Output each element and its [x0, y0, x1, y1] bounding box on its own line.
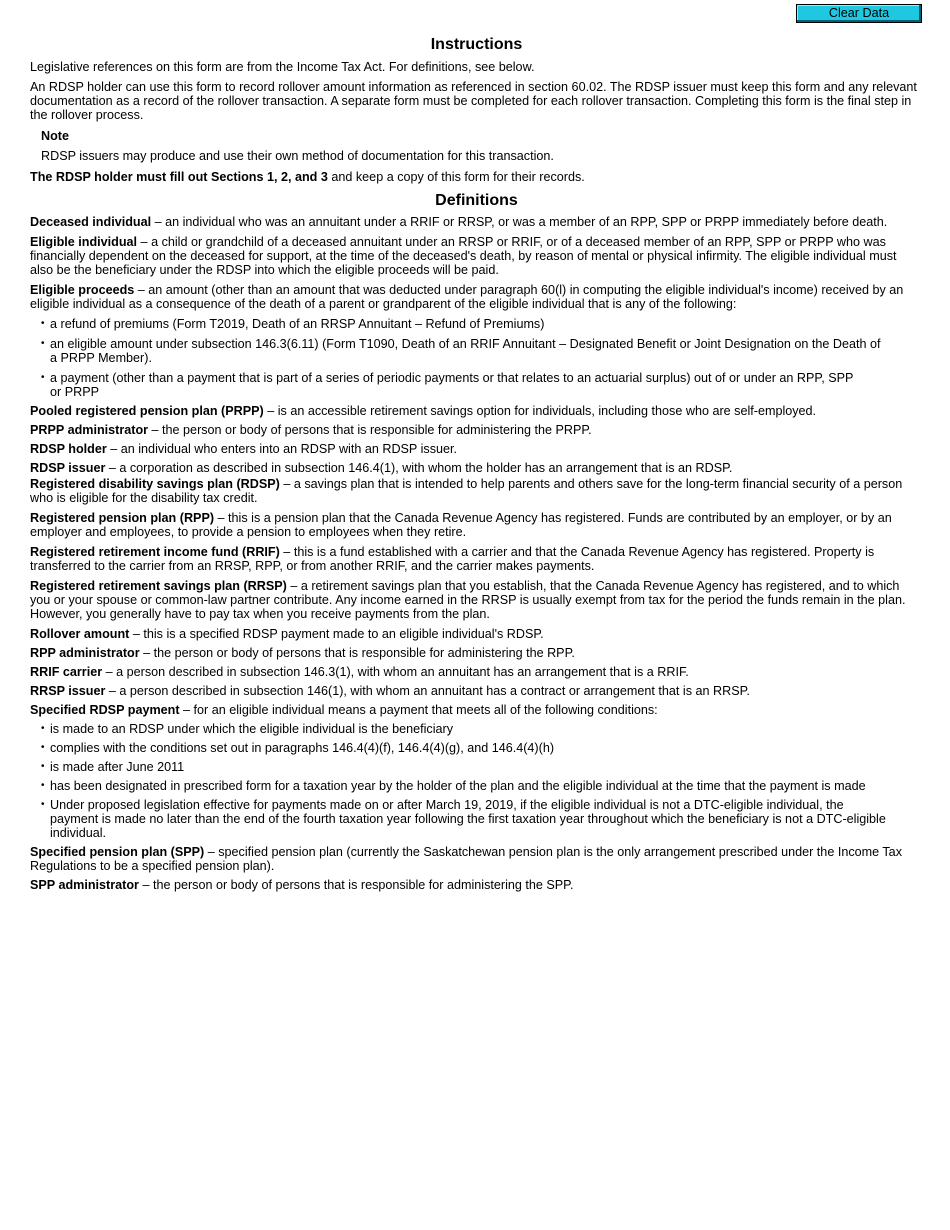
- def-term: Specified RDSP payment: [30, 703, 180, 717]
- list-item: • is made to an RDSP under which the eligible individual is the beneficiary: [30, 722, 923, 736]
- def-spp-administrator: [30, 878, 923, 892]
- def-rrsp-issuer: [30, 684, 923, 698]
- def-rrsp: [30, 579, 923, 621]
- def-text: – a child or grandchild of a deceased annuitant under an RRSP or RRIF, or of a deceased member of an RPP, SPP or PRPP who was financially dependent on the deceased for support, at the time of the deceased's death, by reason of mental or physical infirmity. The eligible individual must also be the beneficiary under the RDSP into which the eligible proceeds will be paid.: [30, 235, 897, 277]
- holder-instruction: [30, 170, 923, 184]
- def-term: Eligible individual: [30, 235, 138, 249]
- list-item: • an eligible amount under subsection 146.3(6.11) (Form T1090, Death of an RRIF Annuitant – Designated Benefit or Joint Designation on the Death of a PRPP Member).: [30, 337, 923, 365]
- def-term: RDSP holder: [30, 442, 107, 456]
- def-text: – a person described in subsection 146(1), with whom an annuitant has a contract or arrangement that is an RRSP.: [105, 684, 750, 698]
- def-text: – the person or body of persons that is responsible for administering the SPP.: [138, 878, 574, 892]
- holder-instruction-bold: The RDSP holder must fill out Sections 1, 2, and 3: [30, 170, 328, 184]
- note-text: RDSP issuers may produce and use their own method of documentation for this transaction.: [41, 149, 554, 163]
- def-specified-rdsp-payment: [30, 703, 923, 717]
- form-page: [30, 0, 923, 892]
- def-text: – an individual who was an annuitant under a RRIF or RRSP, or was a member of an RPP, SPP or PRPP immediately before death.: [151, 215, 888, 229]
- def-eligible-proceeds: [30, 283, 923, 311]
- def-rdsp-issuer: [30, 461, 923, 475]
- note-title: Note: [41, 129, 69, 143]
- def-text: – a corporation as described in subsection 146.4(1), with whom the holder has an arrangement that is an RDSP.: [105, 461, 733, 475]
- def-deceased-individual: [30, 215, 923, 229]
- def-term: Rollover amount: [30, 627, 130, 641]
- list-item: • complies with the conditions set out in paragraphs 146.4(4)(f), 146.4(4)(g), and 146.4(4)(h): [30, 741, 923, 755]
- holder-instruction-rest: and keep a copy of this form for their records.: [327, 170, 585, 184]
- list-item: • has been designated in prescribed form for a taxation year by the holder of the plan and the eligible individual at the time that the payment is made: [30, 779, 923, 793]
- def-rollover-amount: [30, 627, 923, 641]
- def-prpp: [30, 404, 923, 418]
- def-term: Eligible proceeds: [30, 283, 135, 297]
- def-text: – this is a fund established with a carrier and that the Canada Revenue Agency has registered. Property is transferred to the carrier from an RRSP, RPP, or from another RRIF, and the carrier makes payments.: [30, 545, 875, 573]
- def-term: SPP administrator: [30, 878, 139, 892]
- def-term: Specified pension plan (SPP): [30, 845, 205, 859]
- list-item: • Under proposed legislation effective for payments made on or after March 19, 2019, if the eligible individual is not a DTC-eligible individual, the payment is made no later than the end of the fourth taxation year following the first taxation year throughout which the beneficiary is not a DTC-eligible individual.: [30, 798, 923, 840]
- def-text: – a retirement savings plan that you establish, that the Canada Revenue Agency has registered, and to which you or your spouse or common-law partner contribute. Any income earned in the RRSP is usually exempt from tax for the period the funds remain in the plan. However, you generally have to pay tax when you receive payments from the plan.: [30, 579, 906, 621]
- def-rrif: [30, 545, 923, 573]
- def-text: – an individual who enters into an RDSP with an RDSP issuer.: [106, 442, 458, 456]
- def-term: Registered pension plan (RPP): [30, 511, 215, 525]
- def-term: RDSP issuer: [30, 461, 106, 475]
- definitions-heading: Definitions: [435, 192, 518, 209]
- def-term: RRIF carrier: [30, 665, 103, 679]
- def-rpp-administrator: [30, 646, 923, 660]
- def-text: – this is a specified RDSP payment made to an eligible individual's RDSP.: [129, 627, 544, 641]
- def-text: – a savings plan that is intended to help parents and others save for the long-term financial security of a person who is eligible for the disability tax credit.: [30, 477, 903, 505]
- def-text: – the person or body of persons that is responsible for administering the RPP.: [139, 646, 575, 660]
- def-text: – for an eligible individual means a payment that meets all of the following conditions:: [179, 703, 658, 717]
- def-prpp-administrator: [30, 423, 923, 437]
- proceeds-list: [30, 317, 923, 399]
- def-term: Registered retirement savings plan (RRSP): [30, 579, 287, 593]
- list-item: • a payment (other than a payment that is part of a series of periodic payments or that relates to an actuarial surplus) out of or under an RPP, SPP or PRPP: [30, 371, 923, 399]
- def-term: RRSP issuer: [30, 684, 106, 698]
- def-text: – this is a pension plan that the Canada Revenue Agency has registered. Funds are contributed by an employer, or by an employer and employees, to provide a pension to employees when they retire.: [30, 511, 892, 539]
- def-rdsp-holder: [30, 442, 923, 456]
- def-text: – is an accessible retirement savings option for individuals, including those who are self-employed.: [263, 404, 817, 418]
- def-eligible-individual: [30, 235, 923, 277]
- list-item: • is made after June 2011: [30, 760, 923, 774]
- def-text: – an amount (other than an amount that was deducted under paragraph 60(l) in computing the eligible individual's income) received by an eligible individual as a consequence of the death of a parent or grandparent of the eligible individual that is any of the following:: [30, 283, 904, 311]
- instructions-purpose: An RDSP holder can use this form to record rollover amount information as referenced in section 60.02. The RDSP issuer must keep this form and any relevant documentation as a record of the rollover transaction. A separate form must be completed for each rollover transaction. Completing this form is the final step in the rollover process.: [30, 80, 917, 122]
- def-term: Registered retirement income fund (RRIF): [30, 545, 280, 559]
- def-text: – a person described in subsection 146.3(1), with whom an annuitant has an arrangement that is a RRIF.: [102, 665, 689, 679]
- def-term: Registered disability savings plan (RDSP): [30, 477, 280, 491]
- def-term: Pooled registered pension plan (PRPP): [30, 404, 264, 418]
- def-spp: [30, 845, 923, 873]
- def-text: – the person or body of persons that is responsible for administering the PRPP.: [148, 423, 592, 437]
- def-rrif-carrier: [30, 665, 923, 679]
- def-term: Deceased individual: [30, 215, 152, 229]
- def-term: RPP administrator: [30, 646, 140, 660]
- def-term: PRPP administrator: [30, 423, 149, 437]
- instructions-heading: Instructions: [430, 36, 523, 53]
- def-rpp: [30, 511, 923, 539]
- list-item: • a refund of premiums (Form T2019, Death of an RRSP Annuitant – Refund of Premiums): [30, 317, 923, 331]
- clear-data-button[interactable]: Clear Data: [796, 4, 922, 23]
- instructions-intro: Legislative references on this form are from the Income Tax Act. For definitions, see below.: [30, 60, 535, 74]
- def-text: – specified pension plan (currently the Saskatchewan pension plan is the only arrangement prescribed under the Income Tax Regulations to be a specified pension plan).: [30, 845, 902, 873]
- specified-payment-list: [30, 722, 923, 840]
- def-rdsp: [30, 477, 923, 505]
